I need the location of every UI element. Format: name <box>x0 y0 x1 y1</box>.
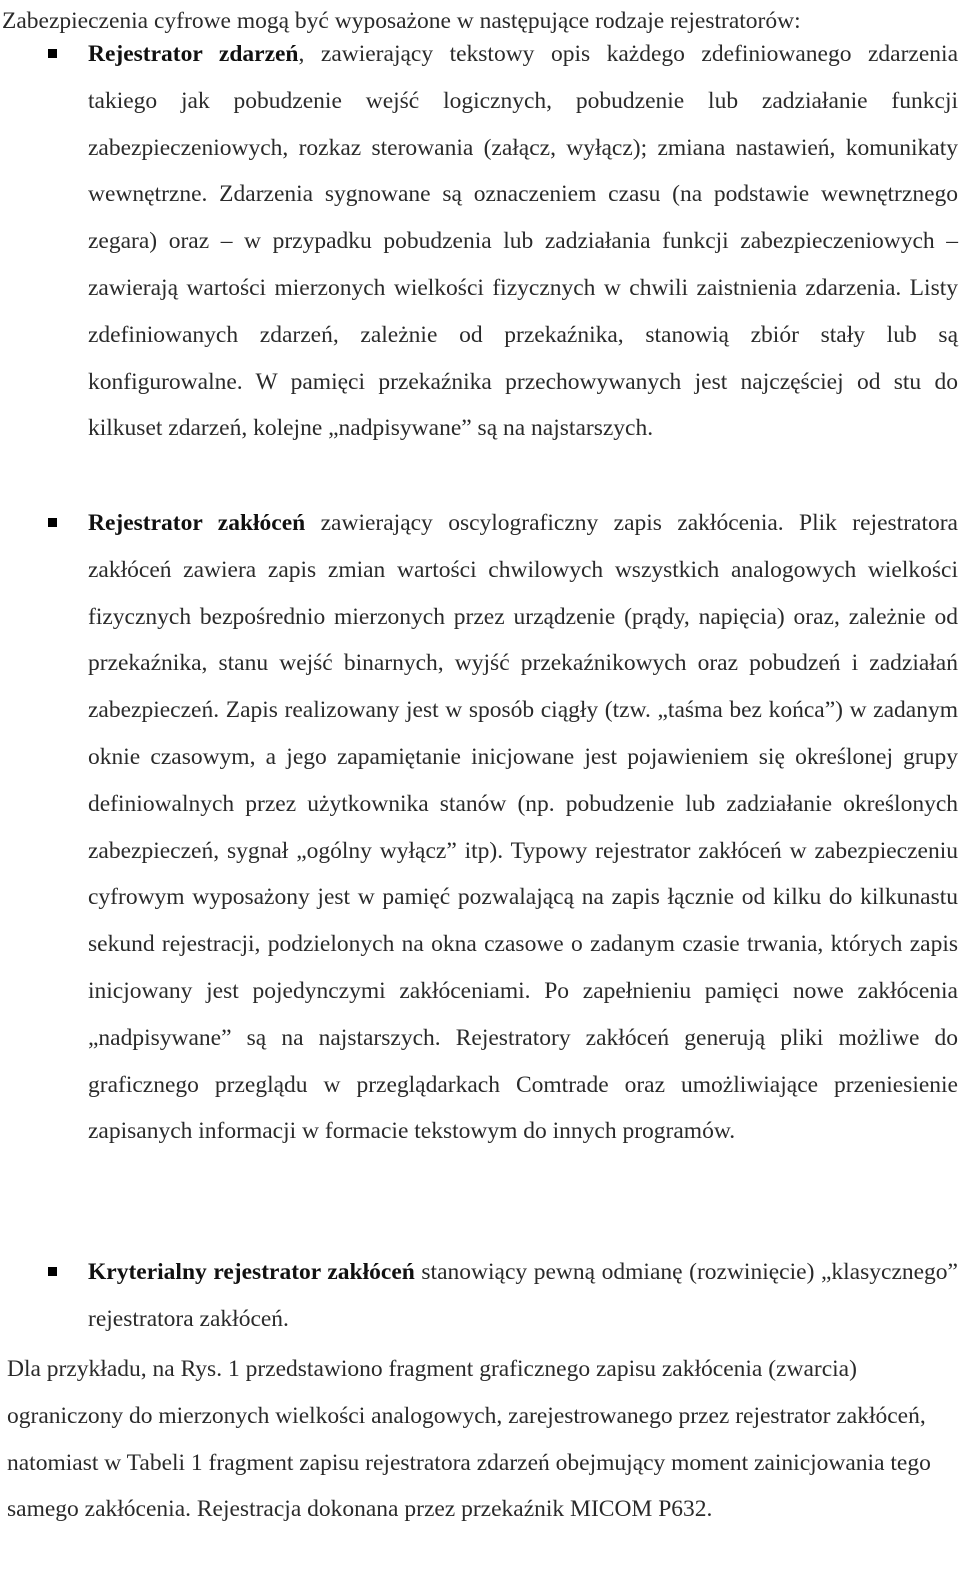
list-item-disturbance-recorder <box>88 500 958 1155</box>
term-disturbance-recorder: Rejestrator zakłóceń <box>88 510 306 536</box>
bullet-square-icon <box>48 49 57 58</box>
description-disturbance-recorder: zawierający oscylograficzny zapis zakłócenia. Plik rejestratora zakłóceń zawiera zapis zmian wartości chwilowych wszystkich analogowych wielkości fizycznych bezpośrednio mierzonych przez urządzenie (prądy, napięcia) oraz, zależnie od przekaźnika, stanu wejść binarnych, wyjść przekaźnikowych oraz pobudzeń i zadziałań zabezpieczeń. Zapis realizowany jest w sposób ciągły (tzw. „taśma bez końca”) w zadanym oknie czasowym, a jego zapamiętanie inicjowane jest pojawieniem się określonej grupy definiowalnych przez użytkownika stanów (np. pobudzenie lub zadziałanie określonych zabezpieczeń, sygnał „ogólny wyłącz” itp). Typowy rejestrator zakłóceń w zabezpieczeniu cyfrowym wyposażony jest w pamięć pozwalającą na zapis łącznie od kilku do kilkunastu sekund rejestracji, podzielonych na okna czasowe o zadanym czasie trwania, których zapis inicjowany jest pojedynczymi zakłóceniami. Po zapełnieniu pamięci nowe zakłócenia „nadpisywane” są na najstarszych. Rejestratory zakłóceń generują pliki możliwe do graficznego przeglądu w przeglądarkach Comtrade oraz umożliwiające przeniesienie zapisanych informacji w formacie tekstowym do innych programów. <box>88 510 958 1145</box>
list-item-event-recorder <box>88 31 958 452</box>
description-criterion-recorder: stanowiący pewną odmianę (rozwinięcie) „klasycznego” rejestratora zakłóceń. <box>88 1259 958 1332</box>
bullet-square-icon <box>48 1267 57 1276</box>
term-event-recorder: Rejestrator zdarzeń <box>88 41 299 67</box>
list-item-criterion-recorder <box>88 1249 958 1343</box>
outro-paragraph: Dla przykładu, na Rys. 1 przedstawiono fragment graficznego zapisu zakłócenia (zwarcia) ograniczony do mierzonych wielkości analogowych, zarejestrowanego przez rejestrator zakłóceń, natomiast w Tabeli 1 fragment zapisu rejestratora zdarzeń obejmujący moment zainicjowania tego samego zakłócenia. Rejestracja dokonana przez przekaźnik MICOM P632. <box>7 1356 931 1523</box>
intro-paragraph: Zabezpieczenia cyfrowe mogą być wyposażone w następujące rodzaje rejestratorów: <box>2 8 801 34</box>
description-event-recorder: , zawierający tekstowy opis każdego zdefiniowanego zdarzenia takiego jak pobudzenie wejść logicznych, pobudzenie lub zadziałanie funkcji zabezpieczeniowych, rozkaz sterowania (załącz, wyłącz); zmiana nastawień, komunikaty wewnętrzne. Zdarzenia sygnowane są oznaczeniem czasu (na podstawie wewnętrznego zegara) oraz – w przypadku pobudzenia lub zadziałania funkcji zabezpieczeniowych – zawierają wartości mierzonych wielkości fizycznych w chwili zaistnienia zdarzenia. Listy zdefiniowanych zdarzeń, zależnie od przekaźnika, stanowią zbiór stały lub są konfigurowalne. W pamięci przekaźnika przechowywanych jest najczęściej od stu do kilkuset zdarzeń, kolejne „nadpisywane” są na najstarszych. <box>88 41 958 442</box>
bullet-square-icon <box>48 518 57 527</box>
term-criterion-recorder: Kryterialny rejestrator zakłóceń <box>88 1259 415 1285</box>
